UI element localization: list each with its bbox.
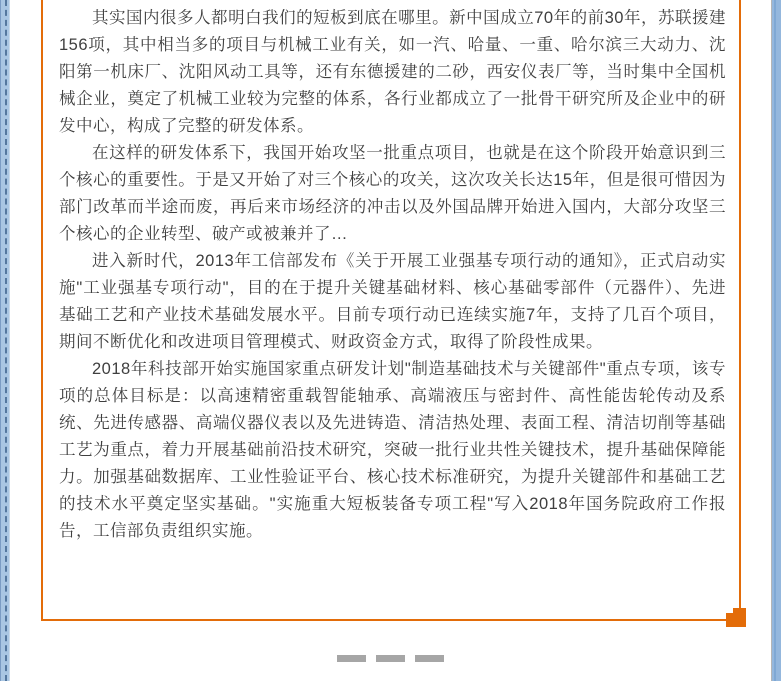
left-strip-dashed-line — [5, 0, 7, 681]
right-border-strip — [771, 0, 781, 681]
frame-border-right — [739, 0, 741, 612]
frame-border-bottom — [41, 619, 728, 621]
paragraph-new-era: 进入新时代，2013年工信部发布《关于开展工业强基专项行动的通知》，正式启动实施"工业强基专项行动"，目的在于提升关键基础材料、核心基础零部件（元器件）、先进基础工艺和产业技术基础发展水平。目前专项行动已连续实施7年，支持了几百个项目，期间不断优化和改进项目管理模式、财政资金方式，取得了阶段性成果。 — [59, 252, 726, 351]
paragraph-three-cores: 在这样的研发体系下，我国开始攻坚一批重点项目，也就是在这个阶段开始意识到三个核心的重要性。于是又开始了对三个核心的攻关，这次攻关长达15年，但是很可惜因为部门改革而半途而废，再后来市场经济的冲击以及外国品牌开始进入国内，大部分攻坚三个核心的企业转型、破产或被兼并了… — [59, 144, 726, 243]
right-strip-inner-line — [774, 0, 776, 681]
article-body — [59, 5, 726, 545]
pagination-dash-1[interactable] — [337, 655, 366, 662]
pagination-indicator — [0, 655, 781, 662]
paragraph-history: 其实国内很多人都明白我们的短板到底在哪里。新中国成立70年的前30年，苏联援建156项，其中相当多的项目与机械工业有关，如一汽、哈量、一重、哈尔滨三大动力、沈阳第一机床厂、沈阳风动工具等，还有东德援建的二砂，西安仪表厂等，当时集中全国机械企业，奠定了机械工业较为完整的体系，各行业都成立了一批骨干研究所及企业中的研发中心，构成了完整的研发体系。 — [59, 9, 726, 135]
frame-border-left — [41, 0, 43, 620]
pagination-dash-3[interactable] — [415, 655, 444, 662]
paragraph-2018-plan: 2018年科技部开始实施国家重点研发计划"制造基础技术与关键部件"重点专项，该专项的总体目标是：以高速精密重载智能轴承、高端液压与密封件、高性能齿轮传动及系统、先进传感器、高端仪器仪表以及先进铸造、清洁热处理、表面工程、清洁切削等基础工艺为重点，着力开展基础前沿技术研究，突破一批行业共性关键技术，提升基础保障能力。加强基础数据库、工业性验证平台、核心技术标准研究，为提升关键部件和基础工艺的技术水平奠定坚实基础。"实施重大短板装备专项工程"写入2018年国务院政府工作报告，工信部负责组织实施。 — [59, 360, 726, 540]
pagination-dash-2[interactable] — [376, 655, 405, 662]
left-border-strip — [0, 0, 10, 681]
frame-corner-marker — [733, 608, 746, 627]
